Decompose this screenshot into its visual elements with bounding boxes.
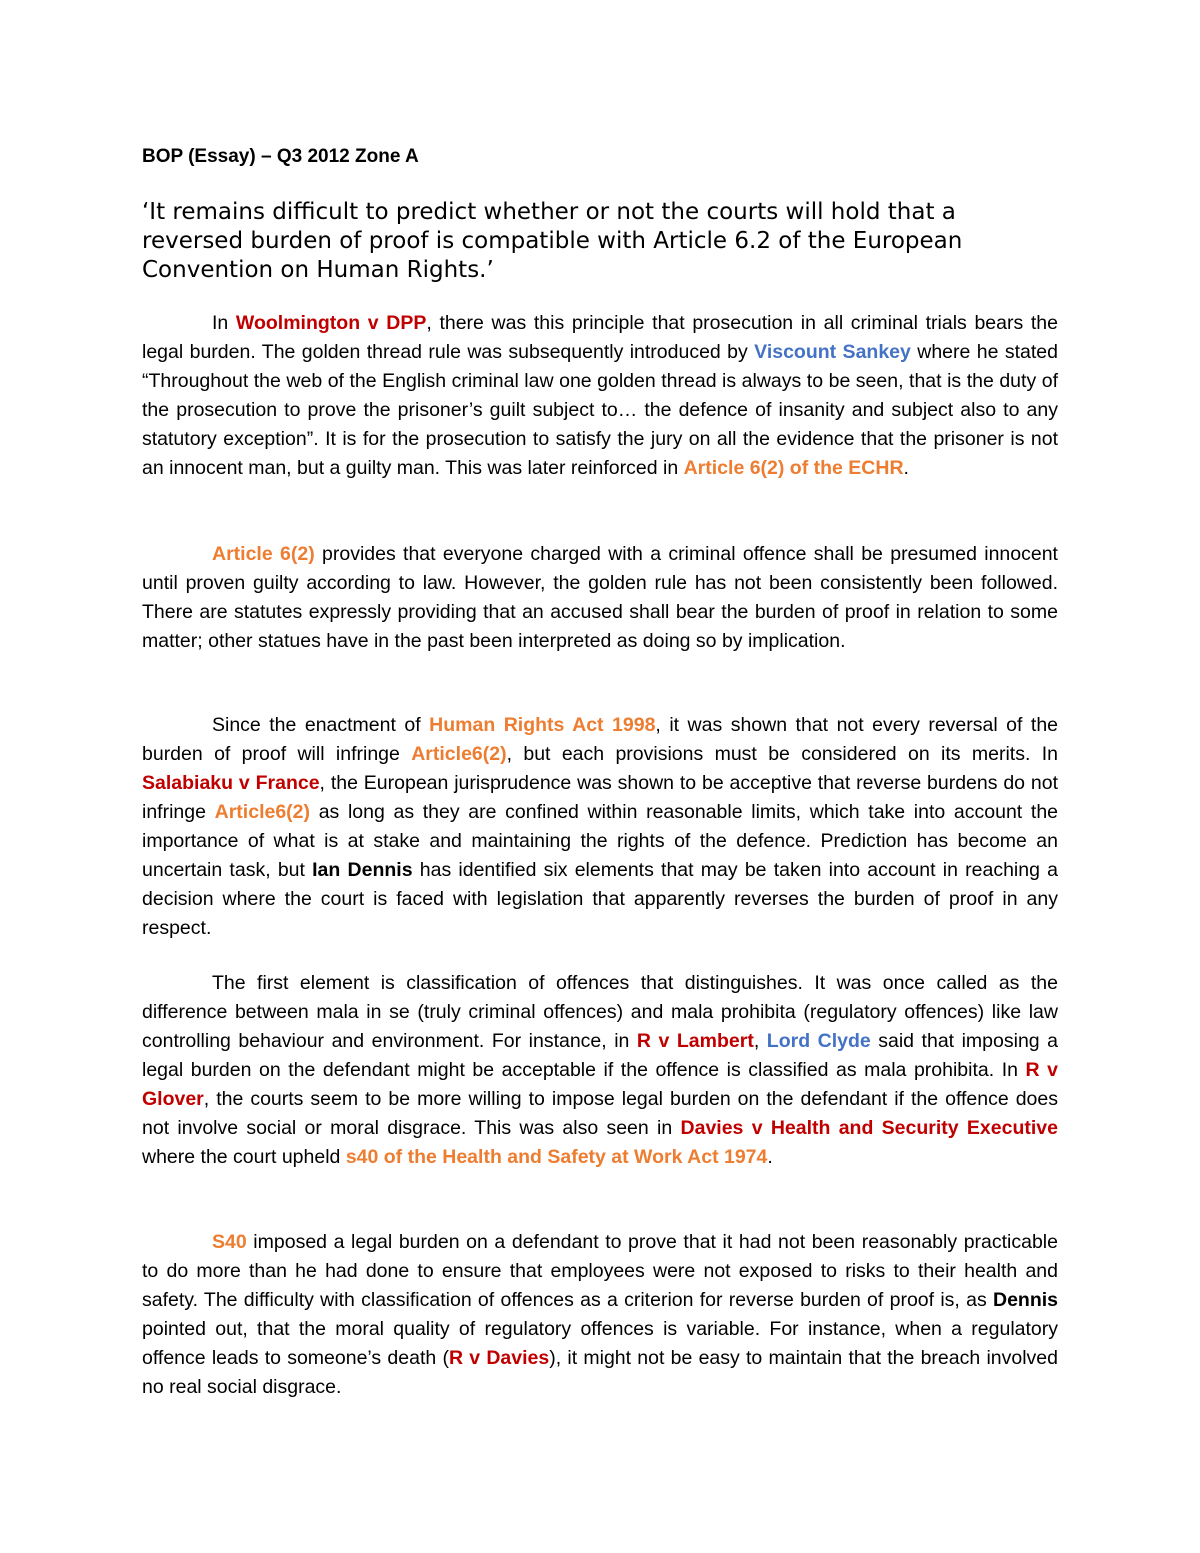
paragraph-woolmington — [142, 309, 1058, 483]
text-run: where he stated “Throughout the web of the English criminal law one golden thread is always to be seen, that is the duty of the prosecution to prove the prisoner’s guilt subject to… the defence of insanity and subject also to any statutory exception”. It is for the prosecution to satisfy the jury on all the evidence that the prisoner is not an innocent man, but a guilty man. This was later reinforced in — [142, 341, 1058, 479]
case-citation: R v Lambert — [636, 1030, 754, 1052]
text-run: . — [767, 1146, 773, 1168]
paragraph-s40 — [142, 1228, 1058, 1402]
case-citation: R v Davies — [448, 1347, 550, 1369]
text-run: ), it might not be easy to maintain that the breach involved no real social disgrace. — [142, 1347, 1058, 1398]
text-run: , there was this principle that prosecution in all criminal trials bears the legal burden. The golden thread rule was subsequently introduced by — [142, 312, 1059, 363]
text-run: , it was shown that not every reversal of the burden of proof will infringe — [142, 714, 1059, 765]
statute-reference: s40 of the Health and Safety at Work Act 1974 — [345, 1146, 768, 1168]
text-run: The first element is classification of offences that distinguishes. It was once called as the difference between mala in se (truly criminal offences) and mala prohibita (regulatory offences) like law controlling behaviour and environment. For instance, in — [142, 972, 1058, 1052]
text-run: pointed out, that the moral quality of regulatory offences is variable. For instance, when a regulatory offence leads to someone’s death ( — [142, 1318, 1058, 1369]
text-run: said that imposing a legal burden on the defendant might be acceptable if the offence is classified as mala prohibita. In — [142, 1030, 1059, 1081]
text-run: , the courts seem to be more willing to impose legal burden on the defendant if the offence does not involve social or moral disgrace. This was also seen in — [142, 1088, 1058, 1139]
essay-question-quote: ‘It remains difficult to predict whether or not the courts will hold that a reversed burden of proof is compatible with Article 6.2 of the European Convention on Human Rights.’ — [142, 199, 963, 283]
case-citation: Salabiaku v France — [142, 772, 320, 794]
text-run: , the European jurisprudence was shown to be acceptive that reverse burdens do not infringe — [142, 772, 1058, 823]
paragraph-article-6-2 — [142, 540, 1058, 656]
statute-reference: Article6(2) — [411, 743, 507, 765]
judge-name: Lord Clyde — [766, 1030, 871, 1052]
text-run: , — [753, 1030, 767, 1052]
paragraph-human-rights-act — [142, 711, 1058, 943]
text-run: as long as they are confined within reasonable limits, which take into account the importance of what is at stake and maintaining the rights of the defence. Prediction has become an uncertain task, but — [142, 801, 1059, 881]
statute-reference: Human Rights Act 1998 — [429, 714, 656, 736]
case-citation: Davies v Health and Security Executive — [680, 1117, 1058, 1139]
statute-reference: Article 6(2) of the ECHR — [683, 457, 904, 479]
text-run: . — [903, 457, 909, 479]
statute-reference: Article 6(2) — [212, 543, 315, 565]
text-run: provides that everyone charged with a criminal offence shall be presumed innocent until proven guilty according to law. However, the golden rule has not been consistently been followed. There are statutes expressly providing that an accused shall bear the burden of proof in relation to some matter; other statues have in the past been interpreted as doing so by implication. — [142, 543, 1058, 652]
case-citation: Woolmington v DPP — [235, 312, 427, 334]
text-run: In — [212, 312, 236, 334]
judge-name: Viscount Sankey — [754, 341, 911, 363]
author-name: Dennis — [992, 1289, 1058, 1311]
text-run: has identified six elements that may be taken into account in reaching a decision where the court is faced with legislation that apparently reverses the burden of proof in any respect. — [142, 859, 1059, 939]
essay-heading: BOP (Essay) – Q3 2012 Zone A — [142, 146, 419, 167]
text-run: Since the enactment of — [212, 714, 430, 736]
text-run: where the court upheld — [142, 1146, 346, 1168]
case-citation: R v Glover — [142, 1059, 1058, 1110]
statute-reference: Article6(2) — [214, 801, 311, 823]
author-name: Ian Dennis — [312, 859, 413, 881]
text-run: , but each provisions must be considered on its merits. In — [506, 743, 1058, 765]
paragraph-classification-of-offences — [142, 969, 1058, 1172]
statute-reference: S40 — [212, 1231, 247, 1253]
text-run: imposed a legal burden on a defendant to prove that it had not been reasonably practicable to do more than he had done to ensure that employees were not exposed to risks to their health and safety. The difficulty with classification of offences as a criterion for reverse burden of proof is, as — [142, 1231, 1058, 1311]
